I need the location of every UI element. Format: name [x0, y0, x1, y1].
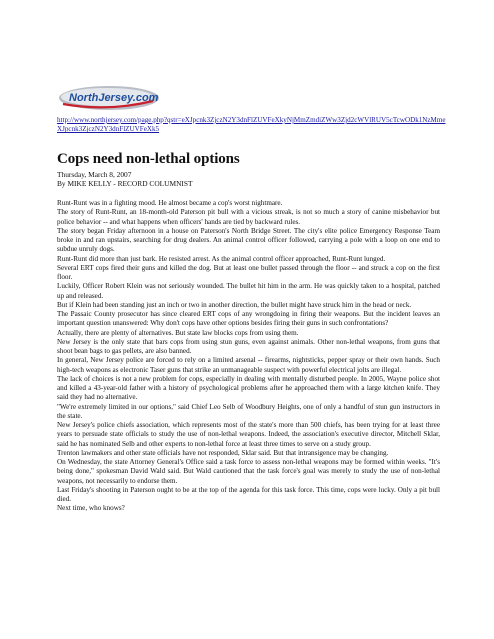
paragraph: "We're extremely limited in our options," said Chief Leo Selb of Woodbury Heights, one of only a handful of stun gun instructors in the state. [57, 402, 440, 420]
article-date: Thursday, March 8, 2007 [57, 170, 132, 179]
paragraph: Runt-Runt was in a fighting mood. He almost became a cop's worst nightmare. [57, 199, 283, 207]
paragraph: Trenton lawmakers and other state officials have not responded, Sklar said. But that intransigence may be changing. [57, 448, 389, 457]
article-title: Cops need non-lethal options [57, 151, 240, 167]
northjersey-logo [57, 82, 161, 112]
paragraph: The story began Friday afternoon in a house on Paterson's North Bridge Street. The city's elite police Emergency Response Team broke in and ran upstairs, searching for drug dealers. An animal control officer followed, carrying a pole with a loop on one end to subdue unruly dogs. [57, 226, 440, 254]
source-url-link[interactable]: http://www.northjersey.com/page.php?qstr=eXJpcnk3ZjczN2Y3dnFlZUVFeXkyNjMmZmdiZWw3Zjd2cWVlRUV5cTcwODk1NzMmeXJpcnk3ZjczN2Y3dnFlZUVFeXk5 [57, 116, 446, 134]
paragraph: In general, New Jersey police are forced to rely on a limited arsenal -- firearms, nightsticks, pepper spray or their own hands. Such high-tech weapons as electronic Taser guns that strike an unmanageable suspect with powerful electrical jolts are illegal. [57, 356, 440, 374]
paragraph: New Jersey is the only state that bars cops from using stun guns, even against animals. Other non-lethal weapons, from guns that shoot bean bags to gas pellets, are also banned. [57, 337, 440, 355]
paragraph: Runt-Runt did more than just bark. He resisted arrest. As the animal control officer approached, Runt-Runt lunged. [57, 254, 386, 263]
paragraph: But if Klein had been standing just an inch or two in another direction, the bullet might have struck him in the head or neck. [57, 300, 412, 309]
paragraph: New Jersey's police chiefs association, which represents most of the state's more than 500 chiefs, has been trying for at least three years to persuade state officials to study the use of non-lethal weapons. Indeed, the association's executive director, Mitchell Sklar, said he has nominated Selb and other experts to non-lethal force at least three times to serve on a study group. [57, 421, 440, 448]
paragraph: Next time, who knows? [57, 504, 125, 513]
paragraph: Luckily, Officer Robert Klein was not seriously wounded. The bullet hit him in the arm. He was quickly taken to a hospital, patched up and released. [57, 282, 440, 300]
paragraph: Several ERT cops fired their guns and killed the dog. But at least one bullet passed through the floor -- and struck a cop on the first floor. [57, 263, 440, 281]
paragraph: The lack of choices is not a new problem for cops, especially in dealing with mentally disturbed people. In 2005, Wayne police shot and killed a 43-year-old father with a history of psychological problems after he approached them with a large kitchen knife. They said they had no alternative. [57, 374, 440, 402]
paragraph: Last Friday's shooting in Paterson ought to be at the top of the agenda for this task force. This time, cops were lucky. Only a pit bull died. [57, 485, 440, 503]
paragraph: Actually, there are plenty of alternatives. But state law blocks cops from using them. [57, 328, 299, 337]
paragraph: On Wednesday, the state Attorney General's Office said a task force to assess non-lethal weapons may be formed within weeks. "It's being done," spokesman David Wald said. But Wald cautioned that the task force's goal was merely to study the use of non-lethal weapons, not necessarily to endorse them. [57, 458, 440, 485]
paragraph: The story of Runt-Runt, an 18-month-old Paterson pit bull with a vicious streak, is not so much a story of canine misbehavior but police behavior -- and what happens when officers' hands are tied by backward rules. [57, 208, 440, 226]
article-byline: By MIKE KELLY - RECORD COLUMNIST [57, 179, 193, 188]
paragraph: The Passaic County prosecutor has since cleared ERT cops of any wrongdoing in firing their weapons. But the incident leaves an important question unanswered: Why don't cops have other options besides firing their guns in such confrontations? [57, 310, 440, 328]
logo-text: NorthJersey.com [69, 92, 159, 104]
logo-graphic [57, 82, 161, 112]
article-body [57, 199, 440, 514]
